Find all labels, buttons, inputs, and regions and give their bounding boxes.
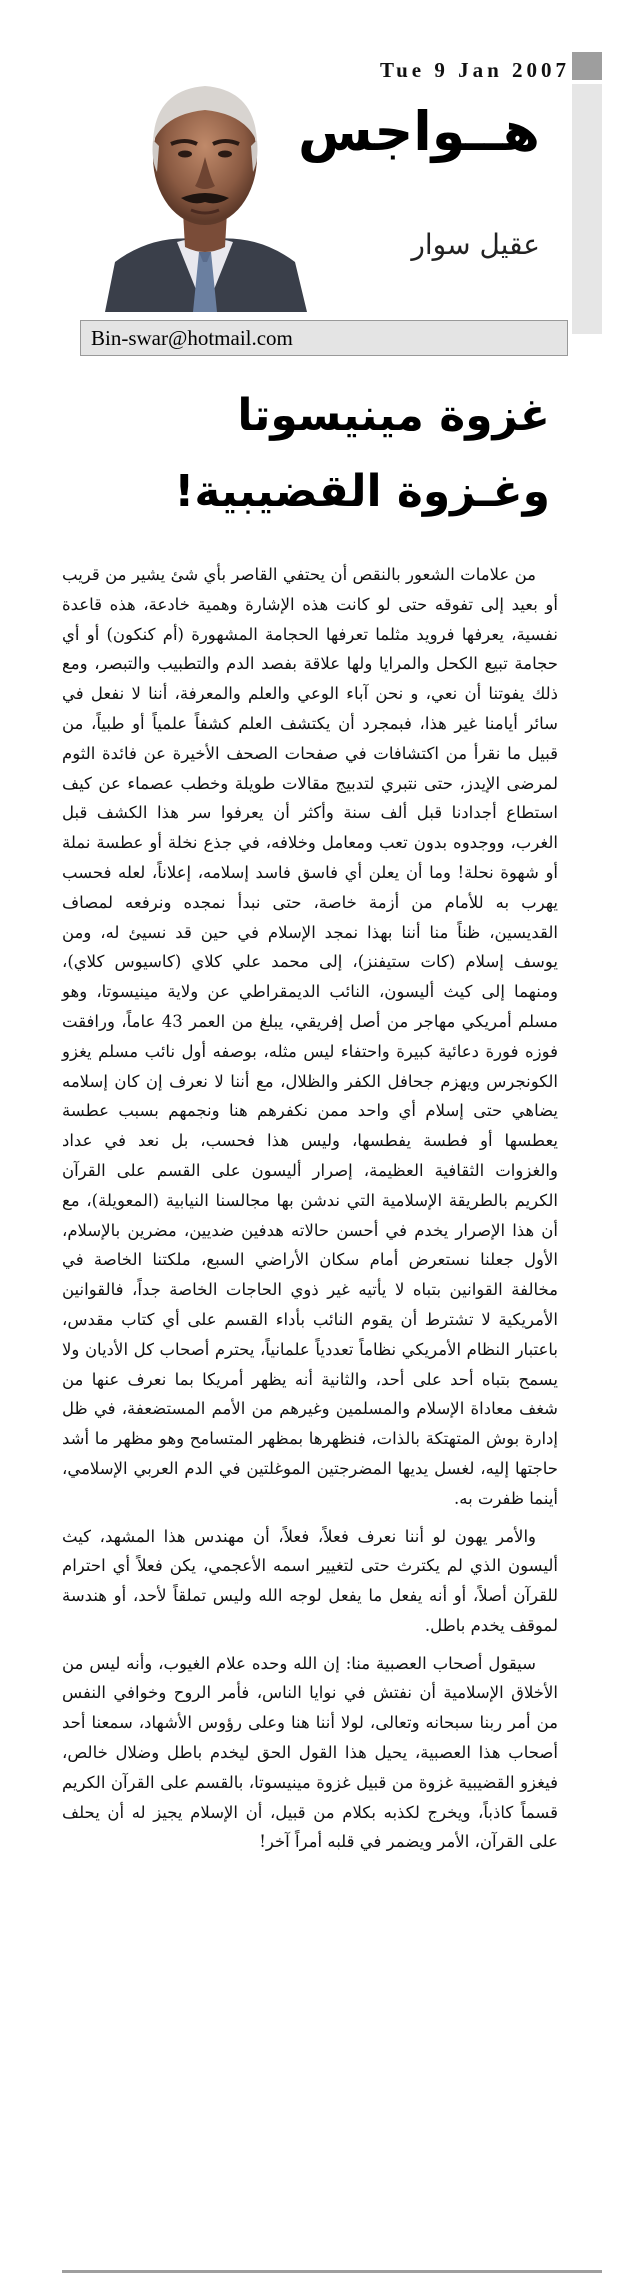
footer-rule	[62, 2270, 602, 2273]
headline-line-2: وغـزوة القضيبية!	[174, 466, 550, 517]
accent-sidebar	[572, 84, 602, 334]
article-headline	[60, 378, 550, 530]
paragraph: والأمر يهون لو أننا نعرف فعلاً، فعلاً، أن مهندس هذا المشهد، كيث أليسون الذي لم يكترث حتى لتغيير اسمه الأعجمي، يكن فعلاً أي احترام للقرآن أصلاً، أو أنه يفعل ما يفعل لوجه الله وليس تملقاً لأحد، أو هندسة لموقف يخدم باطل.	[62, 1526, 558, 1635]
author-email[interactable]: Bin-swar@hotmail.com	[80, 320, 568, 356]
article-body	[62, 560, 558, 1857]
column-title: هــواجس	[298, 100, 540, 163]
paragraph: من علامات الشعور بالنقص أن يحتفي القاصر بأي شئ يشير من قريب أو بعيد إلى تفوقه حتى لو كانت هذه الإشارة وهمية خادعة، هذه قاعدة نفسية، يعرفها فرويد مثلما تعرفها الحجامة المشهورة (أم كنكون) أو أي حجامة تبيع الكحل والمرايا ولها علاقة بفصد الدم والتطبيب والتبصر، ومع ذلك يفوتنا أن نعي، و نحن آباء الوعي والعلم والمعرفة، أننا لا نفعل في سائر أيامنا غير هذا، فبمجرد أن يكتشف العلم كشفاً علمياً أو طبياً، من قبيل ما نقرأ من اكتشافات في صفحات الصحف الأخيرة عن فائدة الثوم لمرضى الإيدز، حتى نتبري لتدبيج مقالات طويلة وخطب عصماء عن كيف استطاع أجدادنا قبل ألف سنة وأكثر أن يعرفوا سر هذا الكشف قبل الغرب، ووجدوه بدون تعب ومعامل وخلافه، في جذع نخلة أو عطسة نملة أو شهوة نحلة! وما أن يعلن أي فاسق فاسد إسلامه، إعلاناً، لعله فحسب يهرب به للأمام من أزمة خاصة، حتى نبدأ نمجده ونرفعه لمصاف القديسين، ظناً منا أننا بهذا نمجد الإسلام في حين قد نسيئ له، ومن يوسف إسلام (كات ستيفنز)، إلى محمد علي كلاي (كاسيوس كلاي)، ومنهما إلى كيث أليسون، النائب الديمقراطي عن ولاية مينيسوتا، وهو مسلم أمريكي مهاجر من أصل إفريقي، يبلغ من العمر 43 عاماً، ورافقت فوزه فورة دعائية كبيرة واحتفاء ليس مثله، بوصفه أول نائب مسلم يغزو الكونجرس ويهزم جحافل الكفر والظلال، مع أننا لا نعرف إن كان إسلامه يضاهي حتى إسلام أي واحد ممن نكفرهم هنا ونجمهم بسبب عطسة يعطسها أو فطسة يفطسها، وليس هذا فحسب، بل نعد في عداد والغزوات الثقافية العظيمة، إصرار أليسون على القسم على القرآن الكريم بالطريقة الإسلامية التي ندشن بها مجالسنا النيابية (المعويلة)، مع أن هذا الإصرار يخدم في أحسن حالاته هدفين ضديين، مضرين بالإسلام، الأول جعلنا نستعرض أمام سكان الأراضي السبع، ملكتنا الخاصة في مخالفة القوانين بتباه لا يأتيه غير ذوي الحاجات الخاصة جداً، فالقوانين الأمريكية لا تشترط أن يقوم النائب بأداء القسم على أي كتاب مقدس، باعتبار النظام الأمريكي نظاماً تعددياً علمانياً، يحترم أصحاب كل الأديان ولا يسمح بتباه أحد على أحد، والثانية أنه يظهر أمريكا بما نعرف عنها من شغف معاداة الإسلام والمسلمين وغيرهم من الأمم المستضعفة، في ظل إدارة بوش المتهتكة بالذات، فنظهرها بمظهر المتسامح وهو مظهر ما أشد حاجتها إليه، لغسل يديها المضرجتين الموغلتين في الدم العربي الإسلامي، أينما ظفرت به.	[62, 565, 558, 1508]
author-name: عقيل سوار	[411, 228, 540, 261]
issue-date: Tue 9 Jan 2007	[379, 58, 570, 82]
author-photo	[95, 62, 315, 312]
accent-square	[572, 52, 602, 80]
paragraph: سيقول أصحاب العصبية منا: إن الله وحده علام الغيوب، وأنه ليس من الأخلاق الإسلامية أن نفتش في نوايا الناس، فأمر الروح وخوافي النفس من أمر ربنا سبحانه وتعالى، لولا أننا هنا وعلى رؤوس الأشهاد، سمعنا أحد أصحاب هذا العصبية، يحيل هذا القول الحق ليخدم باطل وضلال خالص، فيغزو القضيبية غزوة من قبيل غزوة مينيسوتا، بالقسم على القرآن الكريم قسماً كاذباً، ويخرج لكذبه بكلام من قبيل، أن الإسلام يجيز له أن يحلف على القرآن، الأمر ويضمر في قلبه أمراً آخر!	[62, 1653, 558, 1852]
headline-line-1: غزوة مينيسوتا	[237, 390, 550, 441]
column-header	[0, 0, 635, 340]
